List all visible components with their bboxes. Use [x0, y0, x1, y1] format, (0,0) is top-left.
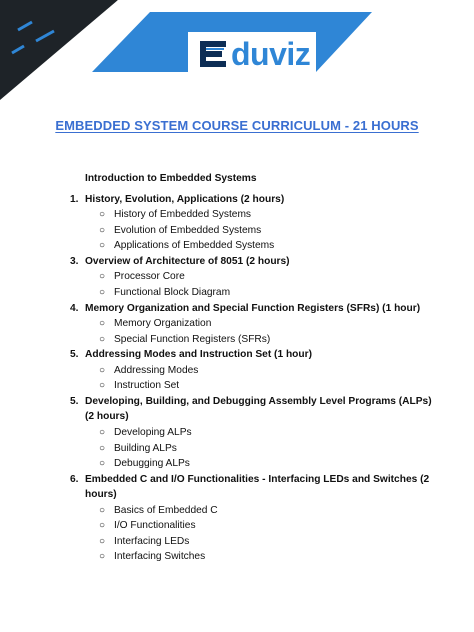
bullet-icon: ○	[99, 505, 106, 516]
bullet-icon: ○	[99, 458, 106, 469]
section-heading: Developing, Building, and Debugging Assembly Level Programs (ALPs)	[85, 396, 432, 407]
list-item: Applications of Embedded Systems	[114, 240, 275, 251]
list-item: Debugging ALPs	[114, 458, 190, 469]
list-item: Functional Block Diagram	[114, 287, 231, 298]
logo-wordmark: duviz	[231, 35, 311, 72]
section-heading: History, Evolution, Applications (2 hours)	[85, 194, 285, 205]
section-heading: Memory Organization and Special Function Registers (SFRs) (1 hour)	[85, 303, 421, 314]
list-item: Memory Organization	[114, 318, 212, 329]
list-item: History of Embedded Systems	[114, 209, 252, 220]
list-item: Instruction Set	[114, 380, 180, 391]
section-number: 4.	[70, 303, 79, 314]
list-item: Developing ALPs	[114, 427, 192, 438]
list-item: Building ALPs	[114, 443, 177, 454]
list-item: Special Function Registers (SFRs)	[114, 334, 271, 345]
section-heading: Addressing Modes and Instruction Set (1 hour)	[85, 349, 312, 360]
section-number: 3.	[70, 256, 79, 267]
bullet-icon: ○	[99, 225, 106, 236]
bullet-icon: ○	[99, 365, 106, 376]
list-item: Interfacing Switches	[114, 551, 206, 562]
bullet-icon: ○	[99, 271, 106, 282]
section-heading-cont: hours)	[85, 489, 117, 500]
bullet-icon: ○	[99, 209, 106, 220]
bullet-icon: ○	[99, 551, 106, 562]
bullet-icon: ○	[99, 443, 106, 454]
page-title: EMBEDDED SYSTEM COURSE CURRICULUM - 21 HOURS	[55, 118, 419, 133]
bullet-icon: ○	[99, 318, 106, 329]
list-item: Interfacing LEDs	[114, 536, 190, 547]
logo-e-icon	[198, 38, 230, 70]
section-heading: Overview of Architecture of 8051 (2 hours)	[85, 256, 290, 267]
bullet-icon: ○	[99, 427, 106, 438]
list-item: Processor Core	[114, 271, 185, 282]
section-number: 6.	[70, 474, 79, 485]
list-item: Evolution of Embedded Systems	[114, 225, 262, 236]
list-item: Basics of Embedded C	[114, 505, 218, 516]
section-number: 5.	[70, 349, 79, 360]
section-number: 1.	[70, 194, 79, 205]
section-heading: Embedded C and I/O Functionalities - Interfacing LEDs and Switches (2	[85, 474, 430, 485]
bullet-icon: ○	[99, 334, 106, 345]
section-heading-cont: (2 hours)	[85, 411, 129, 422]
intro-heading: Introduction to Embedded Systems	[85, 173, 257, 184]
bullet-icon: ○	[99, 240, 106, 251]
list-item: I/O Functionalities	[114, 520, 196, 531]
bullet-icon: ○	[99, 536, 106, 547]
list-item: Addressing Modes	[114, 365, 199, 376]
bullet-icon: ○	[99, 287, 106, 298]
bullet-icon: ○	[99, 520, 106, 531]
eduviz-logo	[198, 36, 310, 72]
bullet-icon: ○	[99, 380, 106, 391]
section-number: 5.	[70, 396, 79, 407]
